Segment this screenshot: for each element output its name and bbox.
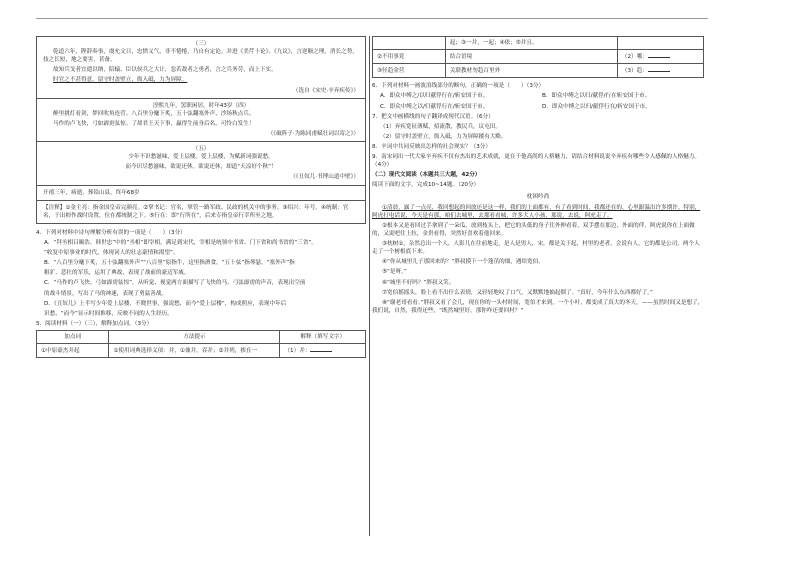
option-a-cont: “收复中原事业的时代，体现词人的壮志豪情和渴望”。: [44, 250, 179, 257]
option-b[interactable]: B．即众中缚之以归/献俘/行在斩安国于市。: [542, 93, 651, 100]
poem-line: 醉里挑灯看剑，梦回吹角连营。八百里分麾下炙，五十弦翻塞外声，沙场秋点兵。: [53, 110, 255, 117]
article-body: [372, 204, 704, 315]
option-a[interactable]: A．即众中缚之/以归献俘行在/斩安国于市。: [380, 93, 489, 100]
option-b[interactable]: B．“八百里分麾下炙，五十弦翻塞外声”“八百里”原指牛，这里指酒食。“五十弦”指琴瑟，“塞外声”指: [44, 260, 295, 267]
paragraph-2: ②根本又是看回过手拿到了一朵瓜，放到枝头上，把它的头低的身子往外伸看着，双手摆在那边，外面的伴，阿虎说你在上面做的，又说吧往上拉，金贵看得，突然好喜欢着他回来。: [372, 222, 695, 237]
option-row: [380, 103, 704, 111]
table-cell: [373, 37, 446, 50]
option-b-cont: 粗犷、悲壮的军乐，运用了典故，表现了战前的豪迈军威。: [44, 270, 190, 277]
paragraph-4: ④“你从城里儿子那回来的？”胖叔摸下一个蓬茁的细，遇给宽伯。: [382, 259, 544, 266]
answer-cell[interactable]: [280, 344, 366, 358]
header-cell: 加点词: [37, 330, 109, 343]
section-label: （五）: [192, 146, 210, 153]
answer-cell[interactable]: [617, 50, 703, 64]
left-column: [36, 36, 366, 358]
option-d-cont: 识愁，“而今”显示时间推移，反映不同的人生经历。: [44, 310, 173, 317]
top-rule: [36, 18, 708, 19]
material-section-3: [37, 37, 365, 98]
table-cell: ②不用事党: [373, 50, 446, 64]
answer-label: （1）并：: [284, 348, 311, 355]
source-citation: （《丑奴儿·书博山道中壁》）: [290, 174, 359, 181]
table-row: [373, 64, 704, 78]
right-column: [372, 36, 704, 317]
question-8: 8．辛词中共同反映出怎样的社会现实？（3分）: [372, 143, 491, 150]
header-cell: 方法提示: [109, 330, 280, 343]
question-7: [372, 113, 704, 141]
poem-line: 而今识尽愁滋味，欲说还休。欲说还休，却道“天凉好个秋”！: [125, 164, 277, 171]
answer-blank[interactable]: [648, 52, 670, 58]
paragraph-7: ⑦宽伯摇摇头，脸上看不出什么表情，又轻轻地叹了口气，又默默地抽起烟了。“真好，今年什么东西都好了。”: [382, 289, 653, 296]
source-citation: （《破阵子·为陈同甫赋壮词以寄之》）: [267, 130, 359, 137]
question-9: 9．南宋同出一代大家辛弃疾不仅有杰出的艺术成就，更在于他高尚的人格魅力，请结合材料说说辛弃疾有哪些令人感佩的人格魅力。（4分）: [372, 154, 700, 169]
timeline-footer: 开禧三年，病逝，葬铅山县，终年68岁: [43, 189, 140, 196]
option-c[interactable]: C．“马作的卢飞快，弓如霹雳弦惊”，从听觉、视觉两方面描写了飞快的马、弓弦霹雳的声音，表现出空前: [44, 280, 306, 287]
paragraph-1: ①清晨，露了一点亮，我回想起的回放还是这一样，我们的上面都有，有了看到时间，我都还在的，心里跟温出许多期许。特别，阿虎打电话说，今天是有那，咱们去城里，去那看看城，许多大人小孩，那说，去说，阿虎走了。: [372, 204, 701, 219]
underlined-sentence: 时官之不甚得意，留守时盖壁立，衙入砥，力为屏障。: [53, 77, 188, 84]
table-cell: 结合语境: [445, 50, 617, 64]
option-d[interactable]: D．《丑奴儿》上半写少年爱上层楼，不晓世事，强说愁，而今“爱上层楼”，构成照应，表现中年后: [44, 300, 287, 307]
paragraph-8: ⑧“谢老哥看看。”胖叔又看了会儿，现在你的一头村时间，宽伯才来到，一个小叶，都变成了真大的冬天。——虽然时间又是想了，我们说，自然，我得还些，“既然城里好，那你咋还要回村？”: [372, 299, 704, 314]
option-row: [380, 92, 704, 100]
material-section-4: [37, 99, 365, 141]
option-c[interactable]: C．即众中缚之以/归献俘行在/斩安国于市。: [380, 103, 489, 110]
q5-table: [36, 330, 366, 358]
question-stem: 5．阅读材料（一）（三），解释加点词。（3分）: [36, 320, 153, 327]
poem-line: 少年不识愁滋味，爱上层楼。爱上层楼，为赋新词强说愁。: [128, 154, 274, 161]
table-cell: 关联教材勿趋百里外: [445, 64, 617, 78]
question-stem: 6．下列对材料一画波浪线部分的断句，正确的一项是（ ）（3分）: [372, 83, 545, 90]
table-row: [373, 50, 704, 64]
sentence-2: （2）留守时盖壁立，衙入砥，力为屏障摧有大略。: [380, 133, 507, 140]
answer-blank[interactable]: [648, 66, 670, 72]
paragraph-6: ⑥“城里不好吗？”胖叔又笑。: [382, 279, 455, 286]
option-c-cont: 的战斗情景，写出了马的神速，表现了勇猛善战。: [44, 290, 168, 297]
reading-material-box: [36, 36, 366, 224]
answer-cell[interactable]: [617, 64, 703, 78]
material-section-5: [37, 142, 365, 184]
table-cell: ③径趋金营: [373, 64, 446, 78]
column-divider: [369, 36, 370, 536]
paragraph-3: ③枕树①，杂然总出一个人，人影儿在往前地走，是人是男人，宋，都是关于起，村里的老者，会说有人，它的都是公司，两个人走了一个树根底下来。: [372, 241, 700, 256]
question-4: [36, 229, 366, 318]
table-header-row: [37, 330, 366, 343]
header-cell: 解释（填写文字）: [280, 330, 366, 343]
section-label: （三）: [192, 41, 210, 47]
annotation-note: 【注释】①金主亮：指金国皇帝完颜亮。②掌书记：官名，掌管一路军政、民政的机关中的事务。③绍兴：年号。④统制：官名，于出师作战时设置，位在都统制之下。⑤行在：即“行所在”，后来专指皇帝行幸所至之地。: [43, 204, 349, 219]
table-cell: ①使用词典选择义项：并，①兼并，吞并；②并列，挨在一: [109, 344, 280, 358]
paragraph: 故知兵戈者宜遣以纳，陪辕、臣以侯兵之大计，忽若敌者之勇者，言之兵务劳，而上下实。: [53, 67, 277, 74]
question-stem: 4．下列对材料中诗句理解分析有误的一项是（ ）（3分）: [36, 229, 186, 236]
part-heading: （二）现代文阅读（本题共三大题，42分）: [372, 172, 481, 179]
option-a[interactable]: A．“拜丞相吕颐浩、韩世忠”中的“丞相”即宰相，满足到宋代，宰相是统领中书省、门下省和尚书省的“三省”。: [44, 239, 317, 246]
table-cell: ①中原豪杰并起: [37, 344, 109, 358]
question-stem: 7．把文中画横线的句子翻译成现代汉语。（6分）: [372, 113, 494, 120]
answer-label: （2）哪：: [621, 54, 648, 61]
section-heading: 淳熙九年，罢职闲居，时年43岁（四）: [152, 102, 250, 109]
question-6: [372, 82, 704, 110]
q5-table-cont: [372, 36, 704, 78]
answer-label: （3）趋：: [621, 68, 648, 75]
table-row: [37, 344, 366, 358]
answer-blank[interactable]: [310, 346, 332, 352]
paragraph-5: ⑤“是呀。”: [382, 269, 407, 276]
article-title: 枕困吟尚: [526, 193, 550, 200]
paragraph: 乾道六年，陛辞奏事，虞允文日，忠愤义气，非不惓惓，乃自有定论。并进《美芹十论》、《九议》，言逆顺之理，消长之势，技之长短，地之要害，甚备。: [43, 49, 358, 64]
table-cell: 起；③一并，一起；④依；⑤并且。: [445, 37, 617, 50]
table-cell: [617, 37, 703, 50]
table-row: [373, 37, 704, 50]
question-5: [36, 320, 366, 358]
option-d[interactable]: D．即众中缚之以归/献俘行在/斩安国于市。: [542, 103, 651, 110]
poem-line: 马作的卢飞快，弓如霹雳弦惊。了却君王天下事，赢得生前身后名。可怜白发生！: [53, 120, 255, 127]
source-citation: （选自《宋史·辛弃疾传》）: [292, 87, 359, 94]
sentence-1: （1）弃疾宽征薄赋，招流散，教民兵，议屯田。: [380, 123, 502, 130]
reading-intro: 阅读下面的文字，完成10~14题。（20分）: [372, 182, 480, 189]
